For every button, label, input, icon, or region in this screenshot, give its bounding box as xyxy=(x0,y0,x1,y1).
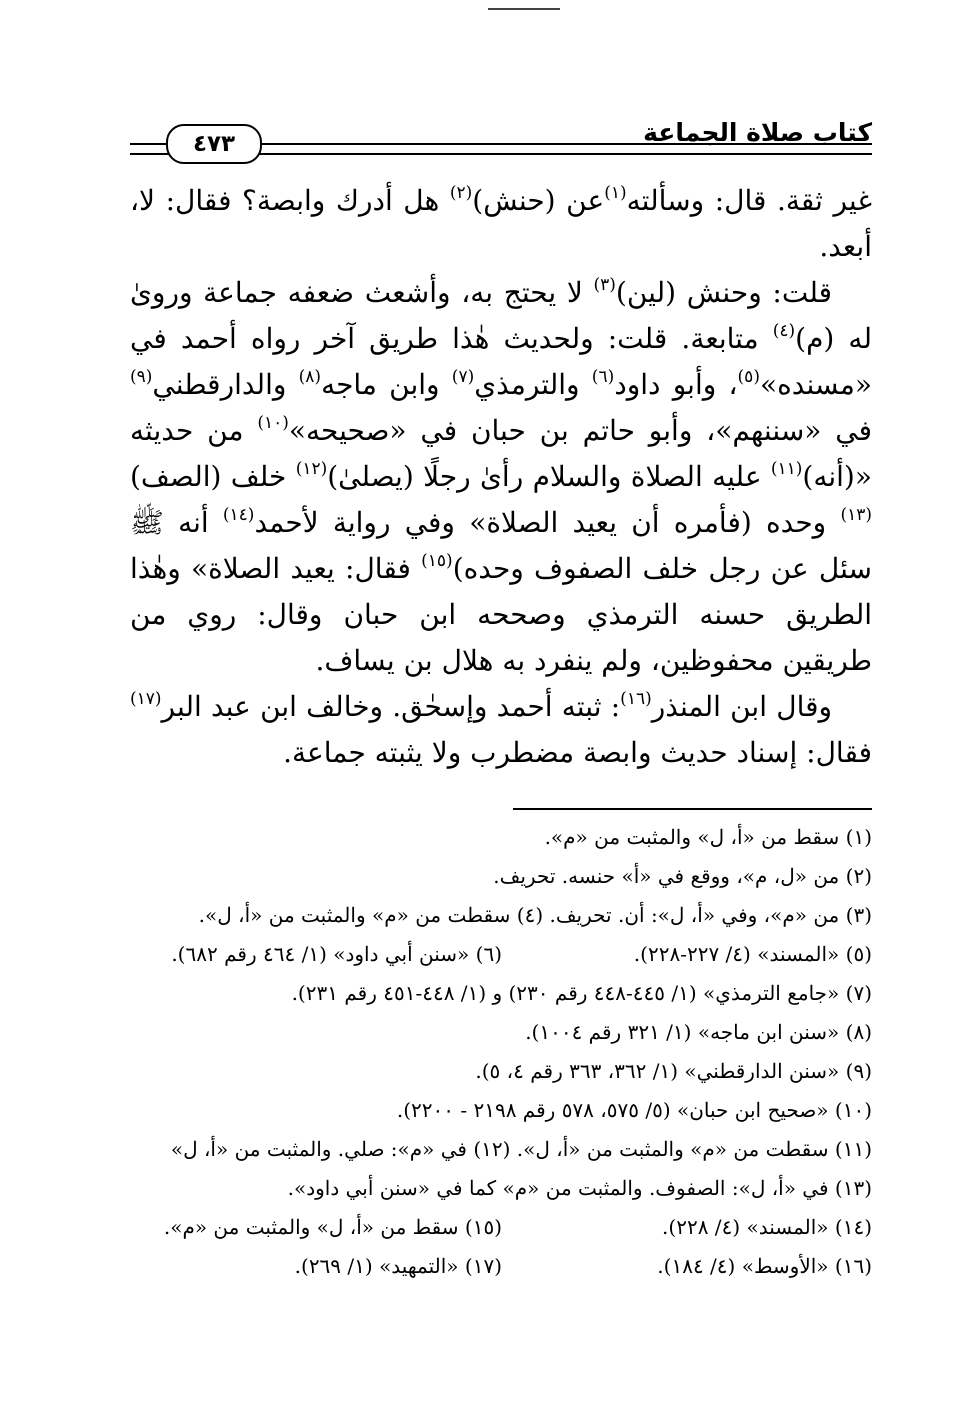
main-text xyxy=(130,178,872,776)
footnote-ref: (١٥) xyxy=(421,551,453,571)
paragraph-3: وقال ابن المنذر$^{(١٦)}$: ثبته أحمد وإسحٰق. وخالف ابن عبد البر$^{(١٧)}$ فقال: إسناد حديث وابصة مضطرب ولا يثبته جماعة. xyxy=(130,689,872,769)
footnote-13: (١٣) في «أ، ل»: الصفوف. والمثبت من «م» كما في «سنن أبي داود». xyxy=(287,1176,872,1200)
footnote-divider xyxy=(513,808,872,810)
footnote-row-16-17 xyxy=(130,1247,872,1286)
footnote-10: (١٠) «صحيح ابن حبان» (٥/ ٥٧٥، ٥٧٨ رقم ٢١٩٨ - ٢٢٠٠). xyxy=(396,1098,872,1122)
running-header xyxy=(130,118,872,158)
footnote-ref: (٢) xyxy=(449,183,473,203)
footnote-ref: (١٧) xyxy=(130,689,162,709)
top-edge-mark xyxy=(488,8,560,10)
footnotes xyxy=(130,818,872,1286)
footnote-9: (٩) «سنن الدارقطني» (١/ ٣٦٢، ٣٦٣ رقم ٤، ٥). xyxy=(475,1059,872,1083)
footnote-ref: (٨) xyxy=(298,367,322,387)
footnote-ref: (١٦) xyxy=(620,689,652,709)
footnote-ref: (٧) xyxy=(451,367,475,387)
footnote-8: (٨) «سنن ابن ماجه» (١/ ٣٢١ رقم ١٠٠٤). xyxy=(525,1020,872,1044)
footnote-11-12: (١١) سقطت من «م» والمثبت من «أ، ل». (١٢) في «م»: صلي. والمثبت من «أ، ل» xyxy=(170,1137,872,1161)
footnote-16: (١٦) «الأوسط» (٤/ ١٨٤). xyxy=(657,1254,872,1278)
paragraph-2: قلت: وحنش (لين)$^{(٣)}$ لا يحتج به، وأشعث ضعفه جماعة وروىٰ له (م)$^{(٤)}$ متابعة. قلت: ولحديث هٰذا طريق آخر رواه أحمد في «مسنده»$^{(٥)}$، وأبو داود$^{(٦)}$ والترمذي$^{(٧)}$ وابن ماجه$^{(٨)}$ والدارقطني$^{(٩)}$ في «سننهم»، وأبو حاتم بن حبان في «صحيحه»$^{(١٠)}$ من حديثه «(أنه)$^{(١١)}$ عليه الصلاة والسلام رأىٰ رجلًا (يصلىٰ)$^{(١٢)}$ خلف (الصف)$^{(١٣)}$ وحده (فأمره أن يعيد الصلاة» وفي رواية لأحمد$^{(١٤)}$ أنه ﷺ سئل عن رجل خلف الصفوف وحده)$^{(١٥)}$ فقال: يعيد الصلاة» وهٰذا الطريق حسنه الترمذي وصححه ابن حبان وقال: روي من طريقين محفوظين، ولم ينفرد به هلال بن يساف. xyxy=(130,275,873,677)
footnote-ref: (١٣) xyxy=(840,505,872,525)
footnote-5: (٥) «المسند» (٤/ ٢٢٧-٢٢٨). xyxy=(633,942,872,966)
footnote-row-14-15 xyxy=(130,1208,872,1247)
footnote-ref: (١) xyxy=(604,183,627,203)
footnote-1: (١) سقط من «أ، ل» والمثبت من «م». xyxy=(544,825,872,849)
footnote-6: (٦) «سنن أبي داود» (١/ ٤٦٤ رقم ٦٨٢). xyxy=(171,942,502,966)
footnote-ref: (١٤) xyxy=(222,505,255,525)
footnote-2: (٢) من «ل، م»، ووقع في «أ» حنسه. تحريف. xyxy=(493,864,872,888)
footnote-ref: (١٠) xyxy=(257,413,289,433)
footnote-ref: (٦) xyxy=(591,367,615,387)
page-number: ٤٧٣ xyxy=(166,124,262,164)
footnote-ref: (١٢) xyxy=(295,459,328,479)
footnote-row-5-6 xyxy=(130,935,872,974)
paragraph-1: غير ثقة. قال: وسألته$^{(١)}$عن (حنش)$^{(٢)}$ هل أدرك وابصة؟ فقال: لا، أبعد. xyxy=(130,183,873,263)
footnote-7: (٧) «جامع الترمذي» (١/ ٤٤٥-٤٤٨ رقم ٢٣٠) و (١/ ٤٤٨-٤٥١ رقم ٢٣١). xyxy=(291,981,872,1005)
footnote-ref: (٣) xyxy=(593,275,616,295)
footnote-3-4: (٣) من «م»، وفي «أ، ل»: أن. تحريف. (٤) سقطت من «م» والمثبت من «أ، ل». xyxy=(198,903,872,927)
footnote-ref: (١١) xyxy=(770,459,803,479)
footnote-ref: (٩) xyxy=(130,367,153,387)
footnote-ref: (٥) xyxy=(737,367,760,387)
footnote-17: (١٧) «التمهيد» (١/ ٢٦٩). xyxy=(294,1254,502,1278)
footnote-14: (١٤) «المسند» (٤/ ٢٢٨). xyxy=(662,1215,872,1239)
chapter-title: كتاب صلاة الجماعة xyxy=(643,118,872,147)
footnote-15: (١٥) سقط من «أ، ل» والمثبت من «م». xyxy=(163,1215,502,1239)
footnote-ref: (٤) xyxy=(772,321,796,341)
